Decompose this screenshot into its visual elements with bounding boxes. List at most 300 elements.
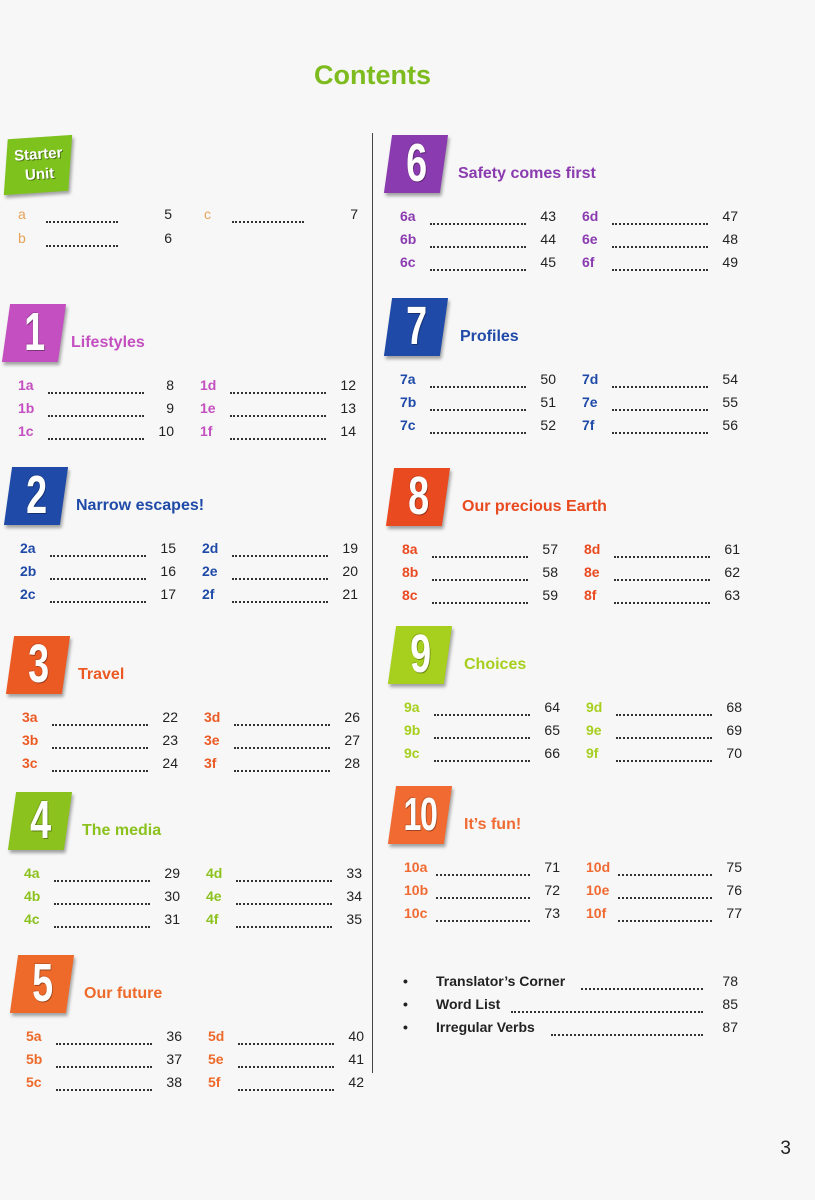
starter-unit-badge-label [7, 143, 72, 187]
lesson-label: 7e [582, 394, 598, 410]
unit-8-section [390, 468, 740, 618]
lesson-row-2b[interactable] [20, 563, 190, 585]
lesson-row-2e[interactable] [202, 563, 372, 585]
unit-title[interactable]: Our precious Earth [462, 498, 607, 515]
dot-leader [612, 371, 708, 388]
page-title: Contents [314, 60, 431, 90]
lesson-label: 6a [400, 208, 416, 224]
lesson-page: 28 [344, 755, 360, 771]
lesson-label: 1a [18, 377, 34, 393]
dot-leader [46, 206, 118, 223]
lesson-row-6e[interactable] [582, 231, 752, 253]
unit-9-section [392, 626, 742, 776]
lesson-row-8c[interactable] [402, 587, 572, 609]
lesson-label: 3e [204, 732, 220, 748]
lesson-page: 51 [540, 394, 556, 410]
starter-badge-line2: Unit [24, 164, 55, 184]
unit-title[interactable]: Travel [78, 666, 125, 683]
dot-leader [430, 254, 526, 271]
lesson-label: 2c [20, 586, 36, 602]
lesson-label: 9a [404, 699, 420, 715]
lesson-row-1c[interactable] [18, 423, 188, 445]
dot-leader [432, 541, 528, 558]
lesson-row-8d[interactable] [584, 541, 754, 563]
lesson-row-8a[interactable] [402, 541, 572, 563]
lesson-page: 62 [724, 564, 740, 580]
unit-number: 7 [406, 296, 426, 356]
lesson-row-8b[interactable] [402, 564, 572, 586]
lesson-page: 58 [542, 564, 558, 580]
lesson-label: 1b [18, 400, 35, 416]
dot-leader [232, 206, 304, 223]
lesson-page: 15 [160, 540, 176, 556]
dot-leader [511, 996, 703, 1013]
dot-leader [434, 745, 530, 762]
lesson-row-3b[interactable] [22, 732, 192, 754]
lesson-label: 9d [586, 699, 603, 715]
starter-label: b [18, 230, 26, 246]
lesson-page: 64 [544, 699, 560, 715]
lesson-label: 3f [204, 755, 217, 771]
lesson-row-4e[interactable] [206, 888, 376, 910]
lesson-label: 5a [26, 1028, 42, 1044]
starter-row-a[interactable] [18, 206, 178, 228]
dot-leader [612, 254, 708, 271]
lesson-label: 2d [202, 540, 219, 556]
page-number: 3 [780, 1138, 791, 1159]
unit-title[interactable]: The media [82, 822, 162, 839]
unit-title[interactable]: Lifestyles [71, 334, 145, 351]
unit-2-section [8, 467, 358, 617]
lesson-label: 8d [584, 541, 601, 557]
dot-leader [434, 722, 530, 739]
lesson-row-1a[interactable] [18, 377, 188, 399]
lesson-label: 1e [200, 400, 216, 416]
unit-number: 8 [408, 466, 428, 526]
lesson-row-6a[interactable] [400, 208, 570, 230]
appendix-page: 87 [722, 1019, 738, 1035]
lesson-label: 4c [24, 911, 40, 927]
lesson-label: 4f [206, 911, 219, 927]
unit-title[interactable]: Narrow escapes! [76, 497, 205, 514]
dot-leader [430, 208, 526, 225]
unit-3-section [10, 636, 360, 786]
unit-title[interactable]: Safety comes first [458, 165, 596, 182]
dot-leader [616, 745, 712, 762]
dot-leader [50, 563, 146, 580]
lesson-page: 38 [166, 1074, 182, 1090]
dot-leader [432, 587, 528, 604]
lesson-page: 20 [342, 563, 358, 579]
appendix-item-irregular-verbs[interactable] [403, 1019, 743, 1041]
unit-title[interactable]: It’s fun! [464, 816, 522, 833]
lesson-label: 10e [586, 882, 610, 898]
dot-leader [618, 882, 712, 899]
lesson-page: 8 [166, 377, 174, 393]
lesson-label: 3d [204, 709, 221, 725]
bullet: • [403, 1019, 408, 1035]
lesson-page: 13 [340, 400, 356, 416]
lesson-row-10a[interactable] [404, 859, 574, 881]
lesson-page: 30 [164, 888, 180, 904]
lesson-label: 9e [586, 722, 602, 738]
lesson-page: 43 [540, 208, 556, 224]
lesson-row-6b[interactable] [400, 231, 570, 253]
lesson-row-7f[interactable] [582, 417, 752, 439]
dot-leader [232, 586, 328, 603]
appendix-item-word-list[interactable] [403, 996, 743, 1018]
dot-leader [614, 587, 710, 604]
dot-leader [616, 699, 712, 716]
dot-leader [551, 1019, 703, 1036]
unit-10-section [392, 786, 742, 936]
dot-leader [436, 859, 530, 876]
appendix-label: Irregular Verbs [436, 1019, 535, 1035]
lesson-row-4d[interactable] [206, 865, 376, 887]
lesson-page: 66 [544, 745, 560, 761]
lesson-label: 1d [200, 377, 217, 393]
dot-leader [614, 564, 710, 581]
lesson-row-5b[interactable] [26, 1051, 196, 1073]
appendix-item-translators-corner[interactable] [403, 973, 743, 995]
lesson-row-10d[interactable] [586, 859, 756, 881]
lesson-page: 42 [348, 1074, 364, 1090]
unit-1-section [6, 304, 356, 454]
lesson-page: 63 [724, 587, 740, 603]
dot-leader [436, 905, 530, 922]
dot-leader [236, 911, 332, 928]
lesson-row-9a[interactable] [404, 699, 574, 721]
unit-7-section [388, 298, 738, 448]
lesson-row-2f[interactable] [202, 586, 372, 608]
lesson-page: 54 [722, 371, 738, 387]
lesson-label: 3b [22, 732, 39, 748]
bullet: • [403, 973, 408, 989]
lesson-page: 44 [540, 231, 556, 247]
lesson-page: 57 [542, 541, 558, 557]
lesson-row-3f[interactable] [204, 755, 374, 777]
dot-leader [56, 1074, 152, 1091]
lesson-page: 34 [346, 888, 362, 904]
lesson-label: 7d [582, 371, 599, 387]
lesson-row-5c[interactable] [26, 1074, 196, 1096]
lesson-label: 5d [208, 1028, 225, 1044]
dot-leader [612, 208, 708, 225]
lesson-label: 2e [202, 563, 218, 579]
dot-leader [236, 888, 332, 905]
starter-badge-line1: Starter [13, 144, 63, 165]
lesson-label: 5c [26, 1074, 42, 1090]
lesson-row-1e[interactable] [200, 400, 370, 422]
lesson-row-2d[interactable] [202, 540, 372, 562]
lesson-page: 14 [340, 423, 356, 439]
lesson-row-9c[interactable] [404, 745, 574, 767]
dot-leader [234, 755, 330, 772]
unit-6-section [388, 135, 738, 285]
unit-5-section [14, 955, 364, 1105]
dot-leader [614, 541, 710, 558]
dot-leader [232, 563, 328, 580]
lesson-page: 12 [340, 377, 356, 393]
lesson-page: 21 [342, 586, 358, 602]
dot-leader [436, 882, 530, 899]
lesson-page: 72 [544, 882, 560, 898]
lesson-label: 9b [404, 722, 421, 738]
dot-leader [238, 1051, 334, 1068]
starter-page: 7 [350, 206, 358, 222]
lesson-page: 68 [726, 699, 742, 715]
lesson-row-4b[interactable] [24, 888, 194, 910]
lesson-row-3e[interactable] [204, 732, 374, 754]
lesson-page: 31 [164, 911, 180, 927]
lesson-label: 10b [404, 882, 429, 898]
appendix-page: 78 [722, 973, 738, 989]
unit-number: 10 [403, 788, 437, 840]
dot-leader [56, 1051, 152, 1068]
lesson-label: 8c [402, 587, 418, 603]
lesson-row-6f[interactable] [582, 254, 752, 276]
lesson-page: 23 [162, 732, 178, 748]
lesson-page: 16 [160, 563, 176, 579]
dot-leader [434, 699, 530, 716]
dot-leader [236, 865, 332, 882]
lesson-row-9d[interactable] [586, 699, 756, 721]
lesson-row-2c[interactable] [20, 586, 190, 608]
lesson-page: 24 [162, 755, 178, 771]
lesson-page: 59 [542, 587, 558, 603]
lesson-row-6c[interactable] [400, 254, 570, 276]
lesson-page: 41 [348, 1051, 364, 1067]
starter-row-b[interactable] [18, 230, 178, 252]
dot-leader [430, 371, 526, 388]
lesson-label: 9c [404, 745, 420, 761]
dot-leader [430, 231, 526, 248]
lesson-page: 65 [544, 722, 560, 738]
starter-label: c [204, 206, 211, 222]
lesson-row-8f[interactable] [584, 587, 754, 609]
lesson-label: 1c [18, 423, 34, 439]
dot-leader [238, 1028, 334, 1045]
lesson-row-2a[interactable] [20, 540, 190, 562]
lesson-row-5a[interactable] [26, 1028, 196, 1050]
lesson-row-7d[interactable] [582, 371, 752, 393]
dot-leader [234, 732, 330, 749]
lesson-page: 76 [726, 882, 742, 898]
lesson-label: 6f [582, 254, 595, 270]
lesson-page: 48 [722, 231, 738, 247]
unit-title[interactable]: Our future [84, 985, 163, 1002]
lesson-label: 8f [584, 587, 597, 603]
unit-number: 9 [410, 624, 430, 684]
lesson-page: 19 [342, 540, 358, 556]
dot-leader [234, 709, 330, 726]
dot-leader [48, 400, 144, 417]
lesson-label: 1f [200, 423, 213, 439]
unit-title[interactable]: Choices [464, 656, 527, 673]
lesson-page: 55 [722, 394, 738, 410]
unit-4-section [12, 792, 362, 942]
lesson-page: 26 [344, 709, 360, 725]
lesson-row-1f[interactable] [200, 423, 370, 445]
lesson-row-9e[interactable] [586, 722, 756, 744]
starter-row-c[interactable] [204, 206, 364, 228]
dot-leader [232, 540, 328, 557]
lesson-row-1d[interactable] [200, 377, 370, 399]
starter-page: 6 [164, 230, 172, 246]
appendix-page: 85 [722, 996, 738, 1012]
lesson-row-4a[interactable] [24, 865, 194, 887]
lesson-row-7a[interactable] [400, 371, 570, 393]
lesson-page: 56 [722, 417, 738, 433]
unit-number: 1 [24, 302, 44, 362]
lesson-label: 7b [400, 394, 417, 410]
dot-leader [52, 755, 148, 772]
unit-number: 6 [406, 133, 426, 193]
lesson-label: 3c [22, 755, 38, 771]
dot-leader [238, 1074, 334, 1091]
dot-leader [50, 540, 146, 557]
lesson-row-7c[interactable] [400, 417, 570, 439]
lesson-page: 40 [348, 1028, 364, 1044]
dot-leader [616, 722, 712, 739]
dot-leader [54, 865, 150, 882]
lesson-row-10b[interactable] [404, 882, 574, 904]
lesson-page: 35 [346, 911, 362, 927]
bullet: • [403, 996, 408, 1012]
lesson-page: 10 [158, 423, 174, 439]
dot-leader [612, 394, 708, 411]
dot-leader [581, 973, 703, 990]
lesson-label: 5b [26, 1051, 43, 1067]
lesson-row-5e[interactable] [208, 1051, 378, 1073]
lesson-label: 4d [206, 865, 223, 881]
lesson-label: 3a [22, 709, 38, 725]
dot-leader [54, 911, 150, 928]
lesson-row-9b[interactable] [404, 722, 574, 744]
dot-leader [56, 1028, 152, 1045]
lesson-row-3a[interactable] [22, 709, 192, 731]
lesson-row-7e[interactable] [582, 394, 752, 416]
lesson-page: 49 [722, 254, 738, 270]
lesson-label: 6e [582, 231, 598, 247]
lesson-row-5d[interactable] [208, 1028, 378, 1050]
lesson-label: 6d [582, 208, 599, 224]
appendix-label: Translator’s Corner [436, 973, 566, 989]
starter-label: a [18, 206, 26, 222]
lesson-row-3d[interactable] [204, 709, 374, 731]
dot-leader [230, 400, 326, 417]
dot-leader [430, 417, 526, 434]
lesson-row-4c[interactable] [24, 911, 194, 933]
lesson-page: 37 [166, 1051, 182, 1067]
dot-leader [48, 423, 144, 440]
unit-number: 5 [32, 953, 52, 1013]
lesson-page: 45 [540, 254, 556, 270]
unit-number: 3 [28, 634, 48, 694]
starter-unit-section [6, 137, 366, 257]
lesson-page: 9 [166, 400, 174, 416]
lesson-label: 6b [400, 231, 417, 247]
dot-leader [46, 230, 118, 247]
dot-leader [50, 586, 146, 603]
lesson-page: 70 [726, 745, 742, 761]
lesson-label: 7f [582, 417, 595, 433]
lesson-label: 10a [404, 859, 428, 875]
lesson-label: 4a [24, 865, 40, 881]
lesson-page: 33 [346, 865, 362, 881]
dot-leader [230, 377, 326, 394]
lesson-label: 7a [400, 371, 416, 387]
dot-leader [618, 859, 712, 876]
lesson-row-9f[interactable] [586, 745, 756, 767]
lesson-page: 71 [544, 859, 560, 875]
dot-leader [52, 732, 148, 749]
lesson-row-6d[interactable] [582, 208, 752, 230]
lesson-page: 77 [726, 905, 742, 921]
dot-leader [430, 394, 526, 411]
lesson-label: 8a [402, 541, 418, 557]
lesson-row-7b[interactable] [400, 394, 570, 416]
lesson-row-5f[interactable] [208, 1074, 378, 1096]
lesson-label: 7c [400, 417, 416, 433]
dot-leader [612, 231, 708, 248]
lesson-label: 2a [20, 540, 36, 556]
dot-leader [54, 888, 150, 905]
unit-number: 2 [26, 465, 46, 525]
lesson-label: 2b [20, 563, 37, 579]
lesson-row-10e[interactable] [586, 882, 756, 904]
lesson-label: 5f [208, 1074, 221, 1090]
lesson-label: 9f [586, 745, 599, 761]
lesson-page: 36 [166, 1028, 182, 1044]
lesson-row-3c[interactable] [22, 755, 192, 777]
lesson-page: 61 [724, 541, 740, 557]
unit-number: 4 [30, 790, 50, 850]
lesson-label: 4e [206, 888, 222, 904]
lesson-label: 10f [586, 905, 607, 921]
dot-leader [432, 564, 528, 581]
lesson-page: 47 [722, 208, 738, 224]
appendix-label: Word List [436, 996, 501, 1012]
lesson-page: 17 [160, 586, 176, 602]
lesson-page: 75 [726, 859, 742, 875]
lesson-label: 2f [202, 586, 215, 602]
dot-leader [618, 905, 712, 922]
lesson-label: 10d [586, 859, 611, 875]
lesson-page: 73 [544, 905, 560, 921]
lesson-label: 10c [404, 905, 428, 921]
starter-page: 5 [164, 206, 172, 222]
dot-leader [52, 709, 148, 726]
lesson-page: 69 [726, 722, 742, 738]
dot-leader [230, 423, 326, 440]
lesson-page: 29 [164, 865, 180, 881]
lesson-page: 22 [162, 709, 178, 725]
dot-leader [612, 417, 708, 434]
lesson-label: 4b [24, 888, 41, 904]
dot-leader [48, 377, 144, 394]
lesson-row-10c[interactable] [404, 905, 574, 927]
lesson-page: 50 [540, 371, 556, 387]
lesson-row-10f[interactable] [586, 905, 756, 927]
lesson-row-1b[interactable] [18, 400, 188, 422]
lesson-label: 8e [584, 564, 600, 580]
lesson-row-8e[interactable] [584, 564, 754, 586]
lesson-page: 52 [540, 417, 556, 433]
lesson-row-4f[interactable] [206, 911, 376, 933]
unit-title[interactable]: Profiles [460, 328, 519, 345]
lesson-page: 27 [344, 732, 360, 748]
